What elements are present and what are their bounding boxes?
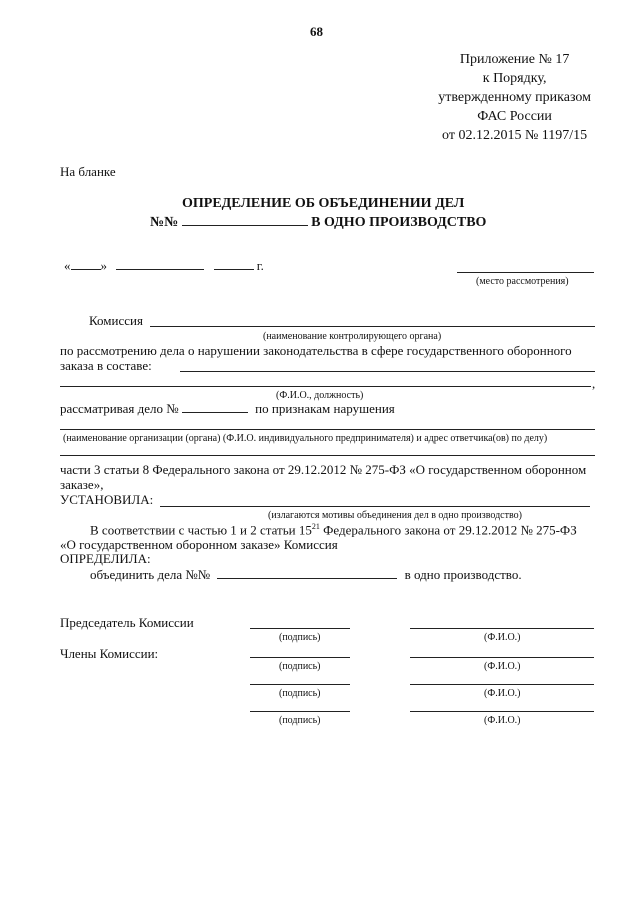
respondent-line-2 bbox=[60, 455, 595, 456]
letterhead-note: На бланке bbox=[60, 164, 116, 179]
appendix-line-4: ФАС России bbox=[477, 109, 552, 124]
established-label: УСТАНОВИЛА: bbox=[60, 492, 154, 507]
appendix-line-5: от 02.12.2015 № 1197/15 bbox=[442, 128, 588, 143]
month-blank bbox=[116, 258, 204, 270]
member-signature-line-2 bbox=[250, 684, 350, 685]
day-blank bbox=[71, 258, 101, 270]
members-label: Члены Комиссии: bbox=[60, 646, 159, 661]
accordance-line-2: «О государственном оборонном заказе» Комиссия bbox=[60, 537, 338, 552]
chair-label: Председатель Комиссии bbox=[60, 615, 194, 630]
commission-label: Комиссия bbox=[89, 313, 143, 328]
case-suffix: по признакам нарушения bbox=[255, 401, 395, 416]
merged-cases-blank bbox=[217, 567, 397, 579]
date-row bbox=[64, 258, 264, 274]
appendix-line-2: к Порядку, bbox=[482, 71, 547, 86]
decided-suffix: в одно производство. bbox=[404, 567, 522, 582]
member-name-line-3 bbox=[410, 711, 594, 712]
law-ref-line-2: заказе», bbox=[60, 477, 104, 492]
case-row bbox=[60, 401, 395, 417]
sign-caption-2: (подпись) bbox=[279, 661, 321, 672]
case-numbers-blank bbox=[182, 214, 308, 226]
document-title: ОПРЕДЕЛЕНИЕ ОБ ОБЪЕДИНЕНИИ ДЕЛ bbox=[182, 196, 465, 211]
accordance-part-1: В соответствии с частью 1 и 2 статьи 15 bbox=[90, 522, 312, 538]
open-quote: « bbox=[64, 258, 71, 273]
appendix-line-1: Приложение № 17 bbox=[459, 52, 570, 67]
place-line bbox=[457, 272, 594, 273]
name-caption-2: (Ф.И.О.) bbox=[484, 661, 521, 672]
members-comma: , bbox=[592, 376, 596, 391]
close-quote: » bbox=[100, 258, 107, 273]
member-name-line-2 bbox=[410, 684, 594, 685]
appendix-block bbox=[438, 50, 591, 145]
name-caption-3: (Ф.И.О.) bbox=[484, 688, 521, 699]
title-suffix: В ОДНО ПРОИЗВОДСТВО bbox=[311, 215, 487, 230]
decided-label: ОПРЕДЕЛИЛА: bbox=[60, 551, 151, 566]
sign-caption-4: (подпись) bbox=[279, 715, 321, 726]
decided-row bbox=[90, 567, 522, 583]
title-line-2 bbox=[150, 214, 486, 231]
year-blank bbox=[214, 258, 254, 270]
chair-name-line bbox=[410, 628, 594, 629]
law-ref-line-1: части 3 статьи 8 Федерального закона от 29.12.2012 № 275-ФЗ «О государственном оборонном bbox=[60, 462, 587, 477]
title-numbers-prefix: №№ bbox=[150, 215, 179, 230]
commission-caption: (наименование контролирующего органа) bbox=[263, 331, 442, 342]
established-caption: (излагаются мотивы объединения дел в одно производство) bbox=[268, 510, 522, 521]
accordance-sup: 21 bbox=[311, 522, 320, 531]
decided-prefix: объединить дела №№ bbox=[90, 567, 211, 582]
member-name-line-1 bbox=[410, 657, 594, 658]
name-caption-4: (Ф.И.О.) bbox=[484, 715, 521, 726]
name-caption-1: (Ф.И.О.) bbox=[484, 632, 521, 643]
year-suffix: г. bbox=[256, 258, 264, 273]
commission-line bbox=[150, 326, 595, 327]
member-signature-line-1 bbox=[250, 657, 350, 658]
accordance-line-1 bbox=[90, 522, 577, 538]
sign-caption-1: (подпись) bbox=[279, 632, 321, 643]
commission-text-1: по рассмотрению дела о нарушении законодательства в сфере государственного оборонного bbox=[60, 343, 572, 358]
accordance-part-2: Федерального закона от 29.12.2012 № 275-ФЗ bbox=[319, 522, 577, 538]
case-number-blank bbox=[182, 401, 248, 413]
page-number: 68 bbox=[310, 24, 323, 39]
sign-caption-3: (подпись) bbox=[279, 688, 321, 699]
members-line-2 bbox=[60, 386, 591, 387]
members-caption: (Ф.И.О., должность) bbox=[276, 390, 364, 401]
appendix-line-3: утвержденному приказом bbox=[438, 90, 591, 105]
members-line-1 bbox=[180, 371, 595, 372]
respondent-line bbox=[60, 429, 595, 430]
established-line bbox=[160, 506, 590, 507]
case-prefix: рассматривая дело № bbox=[60, 401, 179, 416]
place-caption: (место рассмотрения) bbox=[476, 276, 569, 287]
respondent-caption: (наименование организации (органа) (Ф.И.О. индивидуального предпринимателя) и адрес ответчика(ов) по делу) bbox=[63, 433, 548, 444]
member-signature-line-3 bbox=[250, 711, 350, 712]
chair-signature-line bbox=[250, 628, 350, 629]
commission-text-2: заказа в составе: bbox=[60, 358, 152, 373]
